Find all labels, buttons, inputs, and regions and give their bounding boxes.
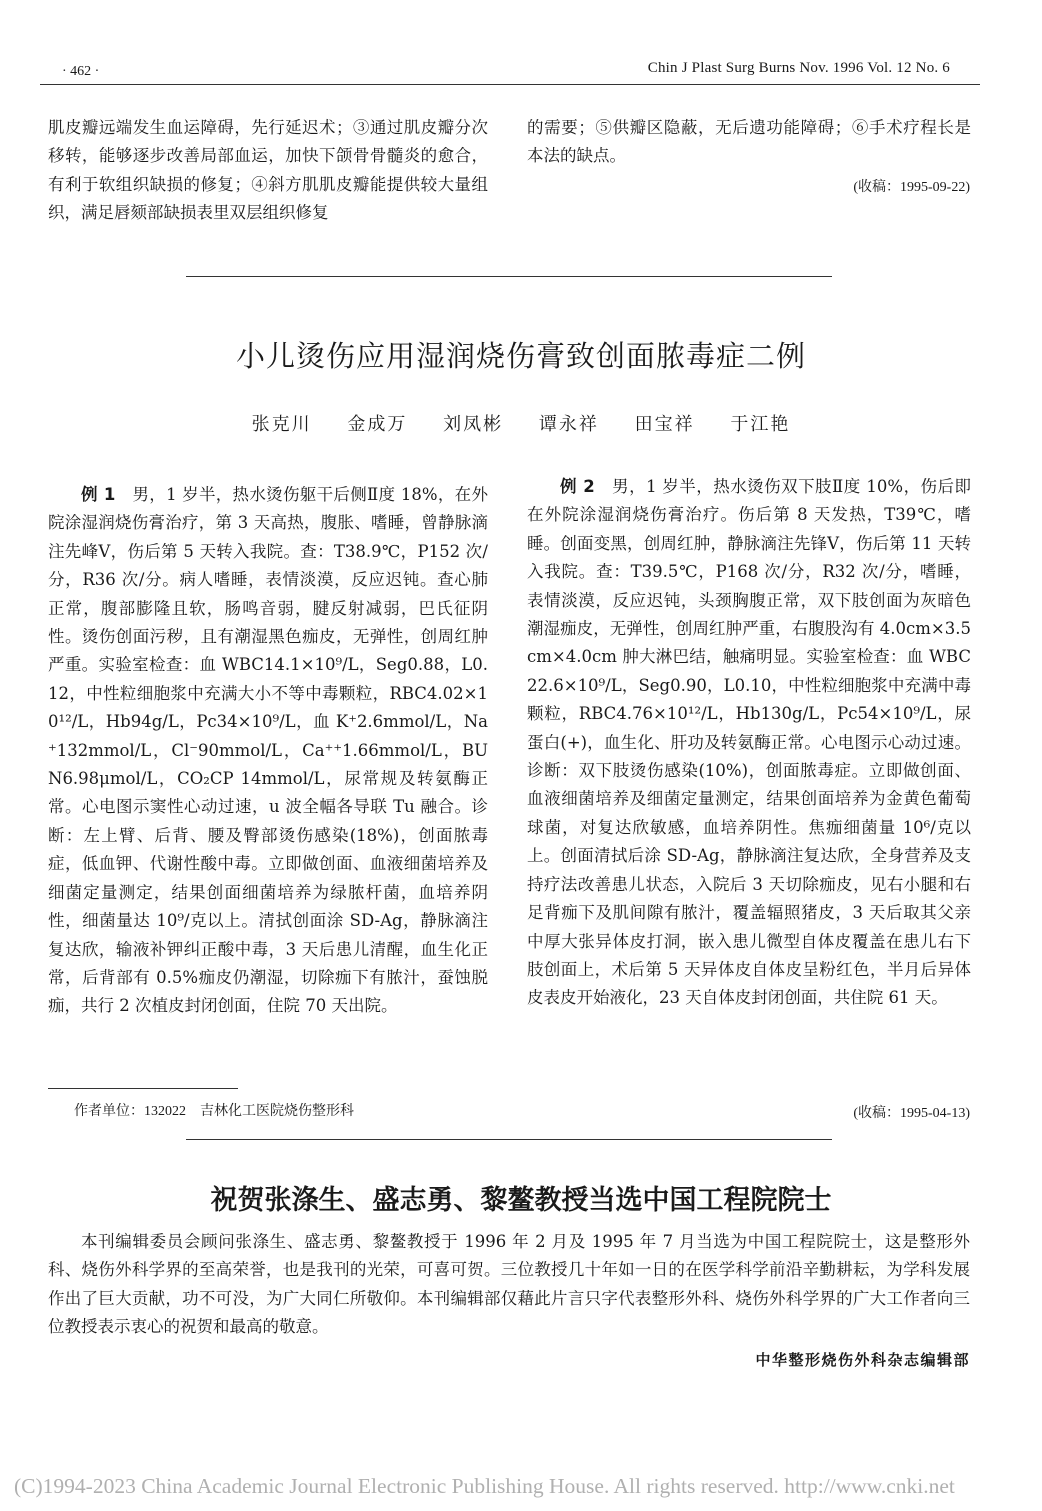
case2-label: 例 2: [560, 477, 595, 496]
case2-paragraph: [527, 473, 971, 1013]
case1-paragraph: [48, 481, 488, 1021]
section-divider: [186, 276, 832, 277]
notice-text: 本刊编辑委员会顾问张涤生、盛志勇、黎鳌教授于 1996 年 2 月及 1995 年 7 月当选为中国工程院院士，这是整形外科、烧伤外科学界的至高荣誉，也是我刊的光荣，可喜可贺。三位教授几十年如一日的在医学科学前沿辛勤耕耘，为学科发展作出了巨大贡献，功不可没，为广大同仁所敬仰。本刊编辑部仅藉此片言只字代表整形外科、烧伤外科学界的广大工作者向三位教授表示衷心的祝贺和最高的敬意。: [48, 1232, 970, 1337]
article-received: (收稿：1995-04-13): [853, 1106, 970, 1121]
copyright-watermark: (C)1994-2023 China Academic Journal Electronic Publishing House. All rights reserved. http://www.cnki.net: [14, 1474, 955, 1498]
notice-title: 祝贺张涤生、盛志勇、黎鳌教授当选中国工程院院士: [210, 1185, 832, 1216]
author-unit: 作者单位：132022 吉林化工医院烧伤整形科: [74, 1104, 354, 1119]
prev-article-left-text: 肌皮瓣远端发生血运障碍，先行延迟术；③通过肌皮瓣分次移转，能够逐步改善局部血运，加快下颌骨骨髓炎的愈合，有利于软组织缺损的修复；④斜方肌肌皮瓣能提供较大量组织，满足唇颏部缺损表里双层组织修复: [48, 118, 488, 223]
author-name: 谭永祥: [538, 414, 599, 435]
page-number: · 462 ·: [62, 64, 100, 79]
author-name: 田宝祥: [634, 414, 695, 435]
author-name: 金成万: [347, 414, 408, 435]
author-name: 张克川: [251, 414, 312, 435]
case1-label: 例 1: [81, 485, 116, 504]
prev-article-right-text: 的需要；⑤供瓣区隐蔽，无后遗功能障碍；⑥手术疗程长是本法的缺点。: [527, 118, 971, 166]
journal-header: Chin J Plast Surg Burns Nov. 1996 Vol. 12 No. 6: [647, 60, 950, 76]
case2-text: 男，1 岁半，热水烫伤双下肢Ⅱ度 10%，伤后即在外院涂湿润烧伤膏治疗。伤后第 8 天发热，T39℃，嗜睡。创面变黑，创周红肿，静脉滴注先锋Ⅴ，伤后第 11 天转入我院。查：T39.5℃，P168 次/分，R32 次/分，嗜睡，表情淡漠，反应迟钝，头颈胸腹正常，双下肢创面为灰暗色潮湿痂皮，无弹性，创周红肿严重，右腹股沟有 4.0cm×3.5cm×4.0cm 肿大淋巴结，触痛明显。实验室检查：血 WBC22.6×10⁹/L，Seg0.90，L0.10，中性粒细胞浆中充满中毒颗粒，RBC4.76×10¹²/L，Hb130g/L，Pc54×10⁹/L，尿蛋白(+)，血生化、肝功及转氨酶正常。心电图示心动过速。诊断：双下肢烫伤感染(10%)，创面脓毒症。立即做创面、血液细菌培养及细菌定量测定，结果创面培养为金黄色葡萄球菌，对复达欣敏感，血培养阴性。焦痂细菌量 10⁶/克以上。创面清拭后涂 SD-Ag，静脉滴注复达欣，全身营养及支持疗法改善患儿状态，入院后 3 天切除痂皮，见右小腿和右足背痂下及肌间隙有脓汁，覆盖辐照猪皮，3 天后取其父亲中厚大张异体皮打洞，嵌入患儿微型自体皮覆盖在患儿右下肢创面上，术后第 5 天异体皮自体皮呈粉红色，半月后异体皮表皮开始液化，23 天自体皮封闭创面，共住院 61 天。: [527, 477, 971, 1008]
section-divider: [186, 1139, 832, 1140]
author-name: 刘凤彬: [443, 414, 504, 435]
author-name: 于江艳: [730, 414, 791, 435]
author-list: [0, 410, 1042, 436]
notice-signature: 中华整形烧伤外科杂志编辑部: [755, 1351, 970, 1369]
article-title: 小儿烫伤应用湿润烧伤膏致创面脓毒症二例: [235, 339, 806, 373]
header-rule: [40, 84, 980, 85]
prev-article-received: (收稿：1995-09-22): [853, 180, 970, 195]
case1-text: 男，1 岁半，热水烫伤躯干后侧Ⅱ度 18%，在外院涂湿润烧伤膏治疗，第 3 天高热，腹胀、嗜睡，曾静脉滴注先峰Ⅴ，伤后第 5 天转入我院。查：T38.9℃，P152 次/分，R36 次/分。病人嗜睡，表情淡漠，反应迟钝。查心肺正常，腹部膨隆且软，肠鸣音弱，腱反射减弱，巴氏征阴性。烫伤创面污秽，且有潮湿黑色痂皮，无弹性，创周红肿严重。实验室检查：血 WBC14.1×10⁹/L，Seg0.88，L0.12，中性粒细胞浆中充满大小不等中毒颗粒，RBC4.02×10¹²/L，Hb94g/L，Pc34×10⁹/L，血 K⁺2.6mmol/L，Na⁺132mmol/L，Cl⁻90mmol/L，Ca⁺⁺1.66mmol/L，BUN6.98μmol/L，CO₂CP 14mmol/L，尿常规及转氨酶正常。心电图示窦性心动过速，u 波全幅各导联 Tu 融合。诊断：左上臂、后背、腰及臀部烫伤感染(18%)，创面脓毒症，低血钾、代谢性酸中毒。立即做创面、血液细菌培养及细菌定量测定，结果创面细菌培养为绿脓杆菌，血培养阴性，细菌量达 10⁹/克以上。清拭创面涂 SD-Ag，静脉滴注复达欣，输液补钾纠正酸中毒，3 天后患儿清醒，血生化正常，后背部有 0.5%痂皮仍潮湿，切除痂下有脓汁，蚕蚀脱痂，共行 2 次植皮封闭创面，住院 70 天出院。: [48, 485, 488, 1016]
footnote-rule: [48, 1088, 238, 1089]
